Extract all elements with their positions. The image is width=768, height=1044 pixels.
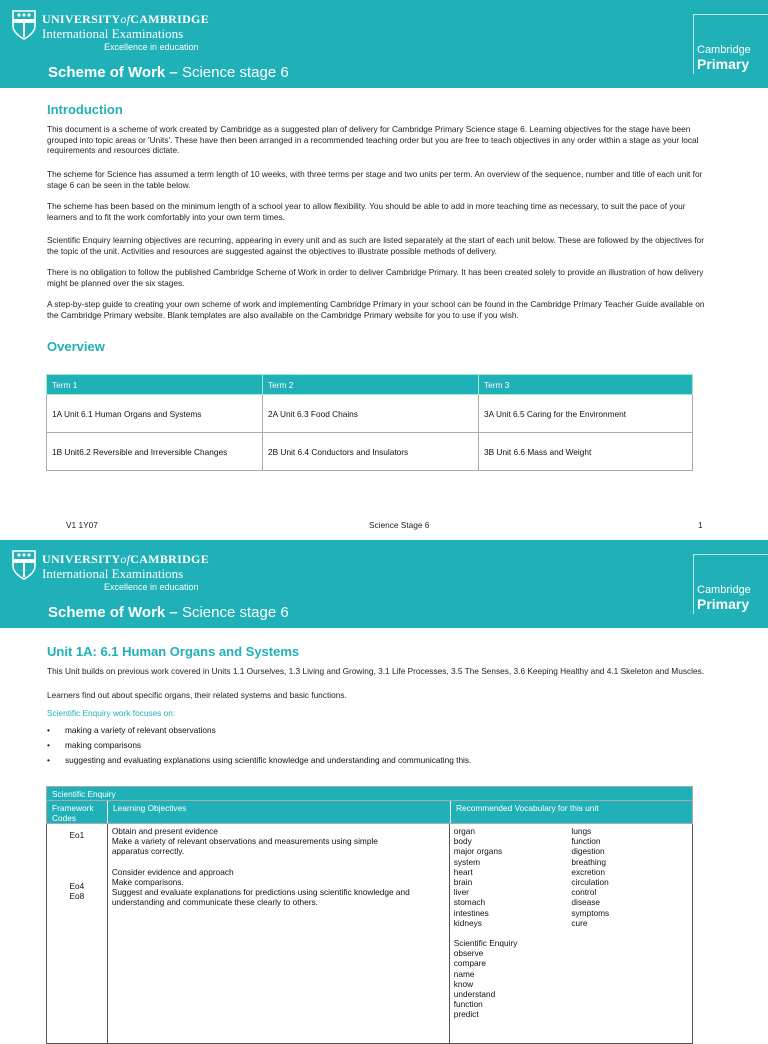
vocab-word: heart <box>453 866 473 877</box>
vocab-word: organ <box>453 826 475 836</box>
intro-paragraph: A step-by-step guide to creating your own scheme of work and implementing Cambridge Primary in your school can be found in the Cambridge Primary Teacher Guide available on the Cambridge Primary website. Blank templates are also available on the Cambridge Primary website for you to use if you wish. <box>47 299 705 320</box>
term-header: Term 1 <box>47 375 263 395</box>
logo-cambridge-text: Cambridge <box>697 44 751 56</box>
vocab-word: name <box>453 968 475 979</box>
footer-page-number: 1 <box>698 520 703 530</box>
table-header-row <box>46 800 693 824</box>
vocab-word: intestines <box>453 907 489 918</box>
vocab-word: brain <box>453 877 473 888</box>
vocab-word: predict <box>453 1009 479 1020</box>
logo-cambridge-text: Cambridge <box>697 584 751 596</box>
international-examinations: International Examinations <box>42 26 184 41</box>
vocab-word: kidneys <box>453 917 482 928</box>
unit-heading: Unit 1A: 6.1 Human Organs and Systems <box>47 644 300 659</box>
table-row <box>47 433 693 471</box>
vocab-word: lungs <box>571 826 592 836</box>
footer-version: V1 1Y07 <box>66 520 98 530</box>
table-row <box>47 395 693 433</box>
learning-objectives-cell <box>108 824 450 1043</box>
vocab-word: understand <box>453 989 496 1000</box>
objective-line: Suggest and evaluate explanations for predictions using scientific knowledge and <box>111 887 410 898</box>
vocabulary-column-1 <box>450 824 568 1043</box>
objective-heading: Obtain and present evidence <box>111 826 218 836</box>
page-header <box>0 540 768 628</box>
framework-code: Eo4 <box>69 881 85 892</box>
vocab-word: body <box>453 836 472 847</box>
vocab-word: cure <box>571 917 588 928</box>
scheme-title: Scheme of Work – Science stage 6 <box>48 604 289 621</box>
vocab-heading: Scientific Enquiry <box>453 938 518 949</box>
university-name: UNIVERSITYofCAMBRIDGE <box>42 12 209 26</box>
objective-line: Make a variety of relevant observations and measurements using simple <box>111 836 378 847</box>
footer-title: Science Stage 6 <box>369 520 430 530</box>
vocabulary-column-2 <box>567 824 692 1043</box>
scientific-enquiry-table <box>46 786 693 1044</box>
vocab-word: observe <box>453 948 484 959</box>
objective-heading: Consider evidence and approach <box>111 866 234 877</box>
cambridge-crest-icon <box>12 10 36 40</box>
vocab-word: function <box>453 999 483 1010</box>
list-item: • making a variety of relevant observations <box>47 723 707 738</box>
vocab-word: digestion <box>571 846 605 857</box>
overview-heading: Overview <box>47 339 105 354</box>
logo-primary-text: Primary <box>697 596 750 612</box>
se-focus-label: Scientific Enquiry work focuses on: <box>47 708 176 718</box>
unit-cell: 3B Unit 6.6 Mass and Weight <box>479 433 693 471</box>
unit-cell: 1B Unit6.2 Reversible and Irreversible Changes <box>47 433 263 471</box>
vocab-word: control <box>571 887 597 898</box>
vocab-word: excretion <box>571 866 606 877</box>
vocab-word: stomach <box>453 897 486 908</box>
header-vocabulary: Recommended Vocabulary for this unit <box>456 803 599 813</box>
unit-cell: 1A Unit 6.1 Human Organs and Systems <box>47 395 263 433</box>
vocab-word: circulation <box>571 877 609 888</box>
intro-heading: Introduction <box>47 102 123 117</box>
objective-line: apparatus correctly. <box>111 846 185 857</box>
table-body-row <box>46 824 693 1044</box>
vocab-word: function <box>571 836 601 847</box>
scheme-title: Scheme of Work – Science stage 6 <box>48 64 289 81</box>
unit-intro: Learners find out about specific organs, their related systems and basic functions. <box>47 690 347 700</box>
framework-code: Eo8 <box>69 891 85 902</box>
unit-cell: 3A Unit 6.5 Caring for the Environment <box>479 395 693 433</box>
university-name: UNIVERSITYofCAMBRIDGE <box>42 552 209 566</box>
unit-cell: 2B Unit 6.4 Conductors and Insulators <box>263 433 479 471</box>
logo-primary-text: Primary <box>697 56 750 72</box>
intro-paragraph: This document is a scheme of work created by Cambridge as a suggested plan of delivery for Cambridge Primary Science stage 6. Learning objectives for the stage have been grouped into topic areas or 'Units'. These have then been arranged in a recommended teaching order but you are free to teach objectives in any order within a stage as your local requirements and resources dictate. <box>47 124 699 155</box>
tagline: Excellence in education <box>104 42 199 52</box>
intro-paragraph: There is no obligation to follow the published Cambridge Scheme of Work in order to deliver Cambridge Primary. It has been created solely to provide an illustration of how delivery might be planned over the six stages. <box>47 267 704 288</box>
objective-line: understanding and communicate these clearly to others. <box>111 897 318 908</box>
objective-line: Make comparisons. <box>111 876 184 887</box>
vocab-word: liver <box>453 887 469 898</box>
intro-paragraph: The scheme for Science has assumed a term length of 10 weeks, with three terms per stage and two units per term. An overview of the sequence, number and title of each unit for stage 6 can be seen in the table below. <box>47 169 703 190</box>
term-header: Term 2 <box>263 375 479 395</box>
header-learning-objectives: Learning Objectives <box>108 801 451 823</box>
vocab-word: disease <box>571 897 600 908</box>
international-examinations: International Examinations <box>42 566 184 581</box>
list-item: • suggesting and evaluating explanations using scientific knowledge and understanding and communicating this. <box>47 753 707 768</box>
vocab-word: breathing <box>571 856 606 867</box>
unit-cell: 2A Unit 6.3 Food Chains <box>263 395 479 433</box>
intro-paragraph: The scheme has been based on the minimum length of a school year to allow flexibility. You should be able to add in more teaching time as necessary, to suit the pace of your learners and to fit the work comfortably into your own term times. <box>47 201 686 222</box>
intro-paragraph: Scientific Enquiry learning objectives are recurring, appearing in every unit and as such are listed separately at the start of each unit below. These are followed by the objectives for the topic of the unit. Activities and resources are suggested against the objectives to illustrate possible methods of delivery. <box>47 235 705 256</box>
table-title-bar: Scientific Enquiry <box>46 786 693 800</box>
list-item: • making comparisons <box>47 738 707 753</box>
cambridge-crest-icon <box>12 550 36 580</box>
se-focus-list <box>47 723 707 768</box>
framework-code: Eo1 <box>69 830 85 840</box>
page-header <box>0 0 768 88</box>
vocab-word: symptoms <box>571 907 610 918</box>
term-header: Term 3 <box>479 375 693 395</box>
vocab-word: system <box>453 856 481 867</box>
overview-table <box>46 374 693 471</box>
vocab-word: major organs <box>453 846 503 857</box>
unit-intro: This Unit builds on previous work covered in Units 1.1 Ourselves, 1.3 Living and Growing, 3.1 Life Processes, 3.5 The Senses, 3.6 Keeping Healthy and 4.1 Skeleton and Muscles. <box>47 666 705 676</box>
vocab-word: know <box>453 978 474 989</box>
tagline: Excellence in education <box>104 582 199 592</box>
vocab-word: compare <box>453 958 487 969</box>
header-framework-codes: Framework Codes <box>47 801 108 823</box>
framework-codes-cell <box>47 824 108 1043</box>
